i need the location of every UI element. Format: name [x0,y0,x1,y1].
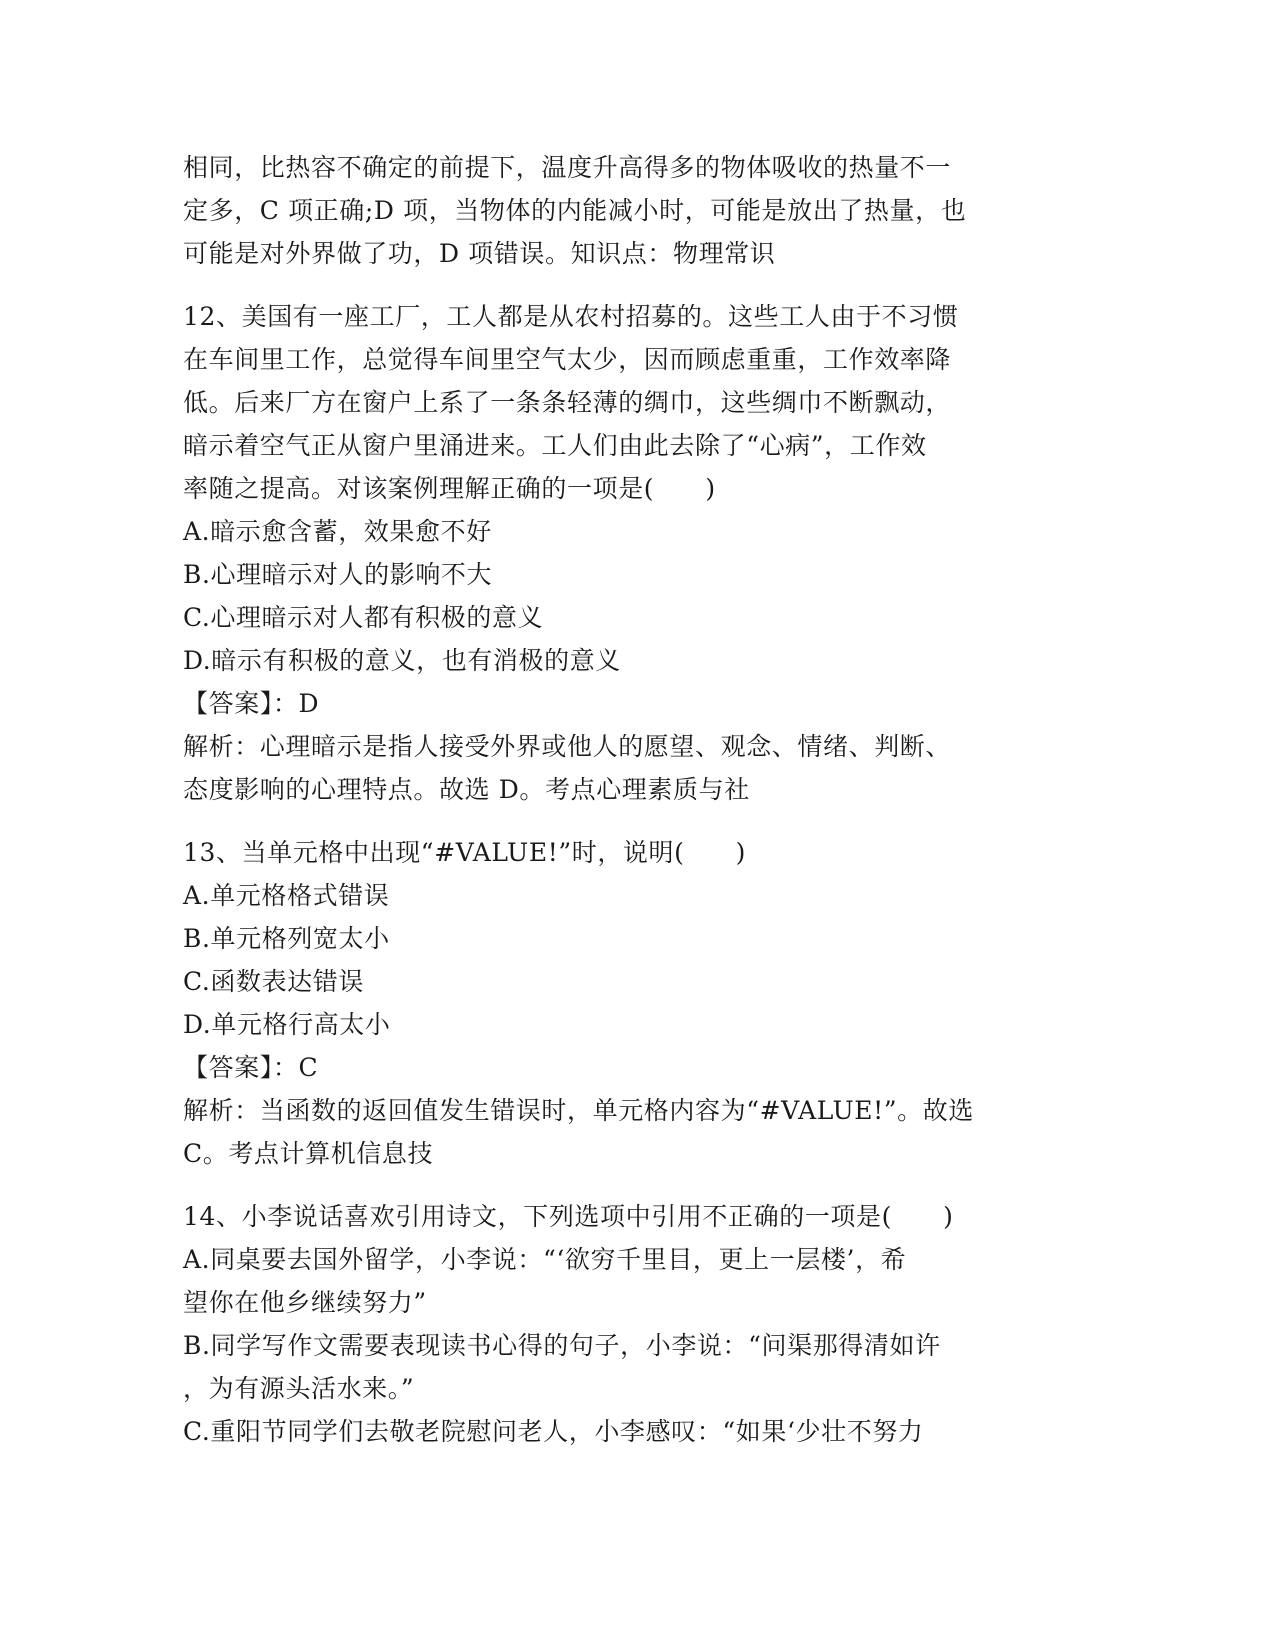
answer-line: 【答案】：C [183,1053,319,1082]
option-d: D.暗示有积极的意义，也有消极的意义 [183,646,621,675]
analysis-line: 可能是对外界做了功，D 项错误。知识点：物理常识 [183,239,776,268]
option-a-continued: 望你在他乡继续努力” [183,1288,427,1317]
question-stem-line: 在车间里工作，总觉得车间里空气太少，因而顾虑重重，工作效率降 [183,345,952,374]
analysis-line: 相同，比热容不确定的前提下，温度升高得多的物体吸收的热量不一 [183,153,952,182]
option-b-continued: ，为有源头活水来。” [183,1374,415,1403]
option-a: A.暗示愈含蓄，效果愈不好 [183,517,492,546]
option-a: A.单元格格式错误 [183,881,390,910]
analysis-line: C。考点计算机信息技 [183,1139,434,1168]
question-14 [183,1195,1063,1453]
option-b: B.同学写作文需要表现读书心得的句子，小李说：“问渠那得清如许 [183,1331,941,1360]
option-c: C.重阳节同学们去敬老院慰问老人，小李感叹：“如果‘少壮不努力 [183,1417,924,1446]
analysis-line: 态度影响的心理特点。故选 D。考点心理素质与社 [183,775,750,804]
question-stem-line: 暗示着空气正从窗户里涌进来。工人们由此去除了“心病”，工作效 [183,431,927,460]
option-b: B.心理暗示对人的影响不大 [183,560,493,589]
analysis-line: 定多，C 项正确;D 项，当物体的内能减小时，可能是放出了热量，也 [183,196,967,225]
question-13 [183,831,1063,1175]
question-stem-line: 13、当单元格中出现“#VALUE!”时，说明( ) [183,838,747,867]
previous-question-analysis [183,146,1063,275]
answer-line: 【答案】：D [183,689,320,718]
question-stem-line: 低。后来厂方在窗户上系了一条条轻薄的绸巾，这些绸巾不断飘动， [183,388,952,417]
question-stem-line: 12、美国有一座工厂，工人都是从农村招募的。这些工人由于不习惯 [183,302,959,331]
option-c: C.心理暗示对人都有积极的意义 [183,603,544,632]
analysis-line: 解析：当函数的返回值发生错误时，单元格内容为“#VALUE!”。故选 [183,1096,974,1125]
option-c: C.函数表达错误 [183,967,364,996]
question-12 [183,295,1063,811]
document-page [183,146,1063,1473]
option-a: A.同桌要去国外留学，小李说：“‘欲穷千里目，更上一层楼’，希 [183,1245,907,1274]
analysis-line: 解析：心理暗示是指人接受外界或他人的愿望、观念、情绪、判断、 [183,732,952,761]
option-b: B.单元格列宽太小 [183,924,390,953]
question-stem-line: 率随之提高。对该案例理解正确的一项是( ) [183,474,716,503]
option-d: D.单元格行高太小 [183,1010,391,1039]
question-stem-line: 14、小李说话喜欢引用诗文，下列选项中引用不正确的一项是( ) [183,1202,954,1231]
